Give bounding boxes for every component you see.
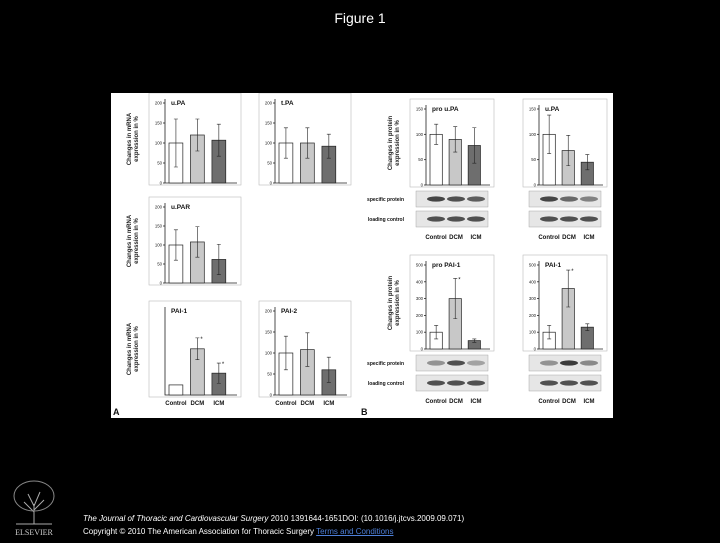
y-axis-label-line: expression in % (134, 326, 140, 372)
y-tick-label: 50 (418, 157, 423, 163)
category-label: DCM (190, 401, 205, 407)
blot-band (560, 216, 578, 221)
chart-t-pa-a (259, 93, 351, 186)
y-tick-label: 100 (415, 131, 423, 137)
category-label: DCM (449, 235, 463, 241)
y-tick-label: 0 (420, 182, 423, 188)
blot-band (560, 360, 578, 365)
y-axis-label (127, 322, 140, 375)
category-label: ICM (213, 401, 225, 407)
blot-label: specific protein (367, 197, 404, 203)
category-label: DCM (300, 401, 315, 407)
category-label: Control (165, 401, 187, 407)
blot-band (580, 380, 598, 385)
y-tick-label: 500 (528, 262, 536, 268)
category-label: DCM (449, 399, 463, 405)
y-tick-label: 150 (154, 223, 162, 229)
blot-band (560, 196, 578, 201)
blot-band (560, 380, 578, 385)
citation-details: 2010 1391644-1651DOI: (10.1016/j.jtcvs.2009.09.071) (268, 514, 465, 523)
blot-band (427, 380, 445, 385)
chart-pro-pai-1-b (367, 255, 494, 405)
blot-band (447, 380, 465, 385)
blot-label: specific protein (367, 361, 404, 367)
category-label: ICM (583, 235, 595, 241)
chart-title: t.PA (281, 100, 294, 107)
y-tick-label: 0 (420, 346, 423, 352)
y-tick-label: 150 (264, 120, 272, 126)
blot-band (467, 196, 485, 201)
chart-pai-1-b (523, 255, 607, 405)
chart-pro-u-pa-b (367, 99, 494, 241)
category-label: ICM (323, 401, 335, 407)
y-tick-label: 100 (264, 140, 272, 146)
blot-band (540, 216, 558, 221)
category-label: DCM (562, 399, 576, 405)
blot-band (540, 360, 558, 365)
category-label: ICM (583, 399, 595, 405)
panel-label-b: B (361, 407, 368, 417)
significance-star: * (200, 336, 203, 343)
y-tick-label: 100 (528, 131, 536, 137)
chart-title: PAI-1 (545, 262, 562, 269)
y-axis-label (388, 276, 401, 331)
chart-u-par-a (127, 197, 241, 286)
y-axis-label-line: Changes in protein (388, 275, 394, 331)
chart-title: u.PAR (171, 204, 191, 211)
y-axis-label-line: Changes in protein (388, 115, 394, 171)
y-tick-label: 50 (531, 157, 536, 163)
blot-band (467, 380, 485, 385)
y-tick-label: 150 (528, 106, 536, 112)
blot-band (540, 380, 558, 385)
y-axis-label-line: expression in % (134, 116, 140, 162)
y-tick-label: 0 (269, 180, 272, 186)
category-label: Control (425, 399, 447, 405)
y-tick-label: 300 (415, 296, 423, 302)
chart-pai-1-a (127, 301, 241, 407)
blot-band (447, 196, 465, 201)
bar-control (169, 385, 183, 395)
y-axis-label-line: Changes in mRNA (127, 214, 133, 268)
y-tick-label: 0 (533, 182, 536, 188)
y-tick-label: 0 (533, 346, 536, 352)
chart-pai-2-a (259, 301, 351, 407)
category-label: Control (538, 235, 560, 241)
blot-band (467, 216, 485, 221)
journal-name: The Journal of Thoracic and Cardiovascular Surgery (83, 514, 269, 523)
y-tick-label: 200 (264, 100, 272, 106)
category-label: DCM (562, 235, 576, 241)
y-tick-label: 100 (154, 242, 162, 248)
y-tick-label: 200 (154, 100, 162, 106)
y-tick-label: 500 (415, 262, 423, 268)
panel-label-a: A (113, 407, 120, 417)
category-label: Control (425, 235, 447, 241)
copyright-text: Copyright © 2010 The American Association for Thoracic Surgery (83, 527, 317, 536)
blot-band (427, 216, 445, 221)
y-tick-label: 150 (154, 120, 162, 126)
y-axis-label-line: Changes in mRNA (127, 322, 133, 376)
blot-band (447, 360, 465, 365)
chart-title: pro u.PA (432, 106, 459, 113)
copyright (83, 527, 394, 536)
category-label: ICM (470, 235, 482, 241)
y-tick-label: 50 (157, 261, 162, 267)
chart-title: PAI-1 (171, 308, 188, 315)
blot-band (427, 360, 445, 365)
y-tick-label: 100 (264, 350, 272, 356)
y-tick-label: 0 (269, 392, 272, 398)
significance-star: * (221, 362, 225, 369)
y-tick-label: 0 (159, 280, 162, 286)
category-label: Control (538, 399, 560, 405)
significance-star: * (571, 269, 574, 276)
y-tick-label: 400 (415, 279, 423, 285)
blot-label: loading control (367, 381, 404, 387)
elsevier-logo (6, 476, 62, 538)
blot-band (467, 360, 485, 365)
figure-svg (111, 93, 613, 418)
blot-label: loading control (367, 217, 404, 223)
blot-band (447, 216, 465, 221)
category-label: Control (275, 401, 297, 407)
blot-band (580, 360, 598, 365)
y-tick-label: 300 (528, 296, 536, 302)
y-tick-label: 200 (415, 312, 423, 318)
y-axis-label-line: expression in % (395, 280, 401, 326)
y-tick-label: 0 (159, 180, 162, 186)
y-tick-label: 150 (415, 106, 423, 112)
chart-title: u.PA (545, 106, 560, 113)
terms-link[interactable]: Terms and Conditions (316, 527, 394, 536)
y-tick-label: 100 (154, 140, 162, 146)
y-axis-label-line: Changes in mRNA (127, 112, 133, 166)
y-tick-label: 200 (264, 308, 272, 314)
figure-panel (111, 93, 613, 418)
chart-title: u.PA (171, 100, 186, 107)
blot-band (427, 196, 445, 201)
blot-band (580, 196, 598, 201)
category-label: ICM (470, 399, 482, 405)
y-tick-label: 50 (157, 160, 162, 166)
y-axis-label-line: expression in % (134, 218, 140, 264)
chart-title: pro PAI-1 (432, 262, 461, 269)
y-tick-label: 200 (154, 204, 162, 210)
tree-icon (14, 481, 54, 524)
y-tick-label: 200 (528, 312, 536, 318)
slide-title: Figure 1 (334, 10, 386, 26)
y-tick-label: 400 (528, 279, 536, 285)
y-axis-label (388, 116, 401, 171)
citation (83, 514, 464, 523)
blot-band (580, 216, 598, 221)
chart-u-pa-b (523, 99, 607, 241)
chart-u-pa-a (127, 93, 241, 186)
significance-star: * (458, 277, 461, 284)
logo-wordmark: ELSEVIER (15, 528, 53, 537)
y-tick-label: 100 (415, 329, 423, 335)
y-tick-label: 50 (267, 371, 272, 377)
y-axis-label (127, 214, 140, 267)
blot-band (540, 196, 558, 201)
y-tick-label: 100 (528, 329, 536, 335)
y-axis-label-line: expression in % (395, 120, 401, 166)
y-tick-label: 150 (264, 329, 272, 335)
y-tick-label: 50 (267, 160, 272, 166)
chart-title: PAI-2 (281, 308, 298, 315)
y-axis-label (127, 112, 140, 165)
